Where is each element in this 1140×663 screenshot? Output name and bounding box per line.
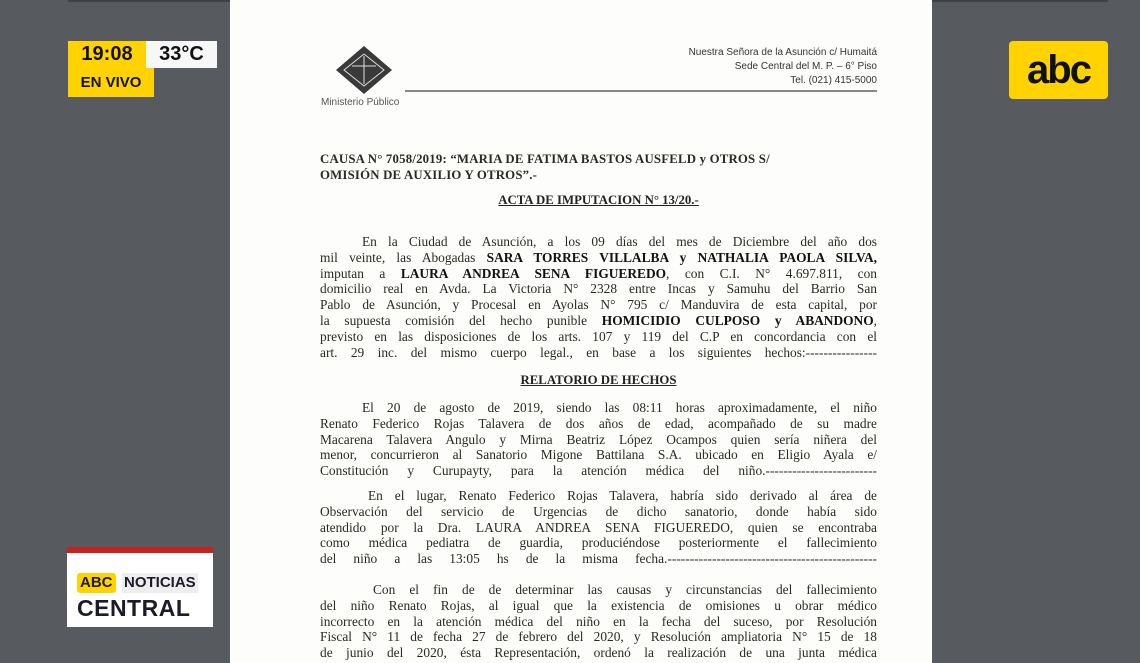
program-name: NOTICIAS [124, 574, 196, 591]
text: Renato Federico Rojas Talavera de dos años de edad, acompañado de su madre [320, 415, 877, 431]
text-line [320, 598, 877, 614]
paragraph [320, 582, 877, 661]
live-badge: EN VIVO [68, 68, 154, 97]
logo-text: Ministerio Público [321, 97, 400, 108]
address-line: Tel. (021) 415-5000 [790, 75, 877, 86]
text: del niño Renato Rojas, al igual que la existencia de omisiones u obrar médico [320, 597, 877, 613]
text-line [320, 313, 877, 329]
text-line [320, 345, 877, 361]
temperature: 33°C [146, 41, 217, 68]
text-line [320, 329, 877, 345]
text: como médica pediatra de guardia, produciéndose posteriormente el fallecimiento [320, 535, 877, 551]
bold-text: SARA TORRES VILLALBA y NATHALIA PAOLA SILVA, [486, 249, 877, 265]
text-line [320, 250, 877, 266]
program-logo [67, 547, 213, 627]
paragraph [320, 488, 877, 567]
relatorio-title: RELATORIO DE HECHOS [520, 373, 677, 387]
text: Fiscal N° 11 de fecha 27 de febrero del 2020, y Resolución ampliatoria N° 15 de 18 [320, 629, 877, 645]
text-line [320, 281, 877, 297]
text: Constitución y Curupayty, para la atención médica del niño.------------------------- [320, 463, 877, 479]
text: previsto en las disposiciones de los arts. 107 y 119 del C.P en concordancia con el [320, 328, 877, 344]
address-line: Sede Central del M. P. – 6° Piso [734, 61, 877, 72]
header-divider [405, 90, 877, 92]
text: Macarena Talavera Angulo y Mirna Beatriz López Ocampos quien sería niñera del [320, 431, 877, 447]
header-address [689, 46, 877, 88]
text-line [320, 488, 877, 504]
text-line [320, 520, 877, 536]
text: la supuesta comisión del hecho punible [320, 312, 602, 328]
text: En el lugar, Renato Federico Rojas Talavera, habría sido derivado al área de [368, 488, 877, 503]
text: atendido por la Dra. LAURA ANDREA SENA FIGUEREDO, quien se encontraba [320, 519, 877, 535]
text-line [320, 400, 877, 416]
text: menor, concurrieron al Sanatorio Migone Battilana S.A. ubicado en Eligio Ayala e/ [320, 447, 877, 463]
text-line [320, 535, 877, 551]
text-line [320, 432, 877, 448]
text: , [873, 312, 877, 328]
address-line: Nuestra Señora de la Asunción c/ Humaitá [688, 47, 877, 58]
text: En la Ciudad de Asunción, a los 09 días del mes de Diciembre del año dos [362, 234, 877, 249]
program-brand: ABC [77, 573, 116, 593]
text: Pablo de Asunción, y Procesal en Ayolas N° 795 c/ Manduvira de esta capital, por [320, 297, 877, 313]
bold-text: LAURA ANDREA SENA FIGUEREDO [400, 265, 667, 281]
text-line [320, 645, 877, 661]
text: del niño a las 13:05 hs de la misma fecha.----------------------------------------------- [320, 551, 877, 567]
causa-line: CAUSA N° 7058/2019: “MARIA DE FATIMA BASTOS AUSFELD y OTROS S/ [320, 152, 770, 166]
text: imputan a [320, 265, 401, 281]
acta-title: ACTA DE IMPUTACION N° 13/20.- [498, 193, 699, 207]
text-line [320, 463, 877, 479]
document-page [230, 0, 932, 663]
text: Observación del servicio de Urgencias de dicho sanatorio, donde había sido [320, 503, 877, 519]
text-line [320, 297, 877, 313]
program-subtitle: CENTRAL [77, 595, 191, 621]
text-line [320, 582, 877, 598]
text: domicilio real en Avda. La Victoria N° 2328 entre Incas y Samuhu del Barrio San [320, 281, 877, 297]
causa-heading [320, 152, 877, 183]
text: Con el fin de de determinar las causas y circunstancias del fallecimiento [373, 582, 877, 597]
text: incorrecto en la atención médica del niño en la fecha del suceso, por Resolución [320, 613, 877, 629]
causa-line: OMISIÓN DE AUXILIO Y OTROS”.- [320, 167, 538, 182]
text-line [320, 447, 877, 463]
paragraph [320, 234, 877, 360]
text-line [320, 266, 877, 282]
paragraph [320, 400, 877, 479]
text-line [320, 614, 877, 630]
text-line [320, 234, 877, 250]
text-line [320, 551, 877, 567]
text: , con C.I. N° 4.697.811, con [666, 265, 877, 281]
text: art. 29 inc. del mismo cuerpo legal., en base a los siguientes hechos:---------------- [320, 344, 877, 360]
text-line [320, 504, 877, 520]
bold-text: HOMICIDIO CULPOSO y ABANDONO [601, 312, 874, 328]
text: mil veinte, las Abogadas [320, 249, 487, 265]
text-line [320, 416, 877, 432]
clock: 19:08 [68, 41, 146, 68]
text: de junio del 2020, ésta Representación, ordenó la realización de una junta médica [320, 645, 877, 661]
abc-channel-logo: abc [1009, 41, 1108, 99]
text: El 20 de agosto de 2019, siendo las 08:11 horas aproximadamente, el niño [362, 400, 877, 415]
text-line [320, 629, 877, 645]
